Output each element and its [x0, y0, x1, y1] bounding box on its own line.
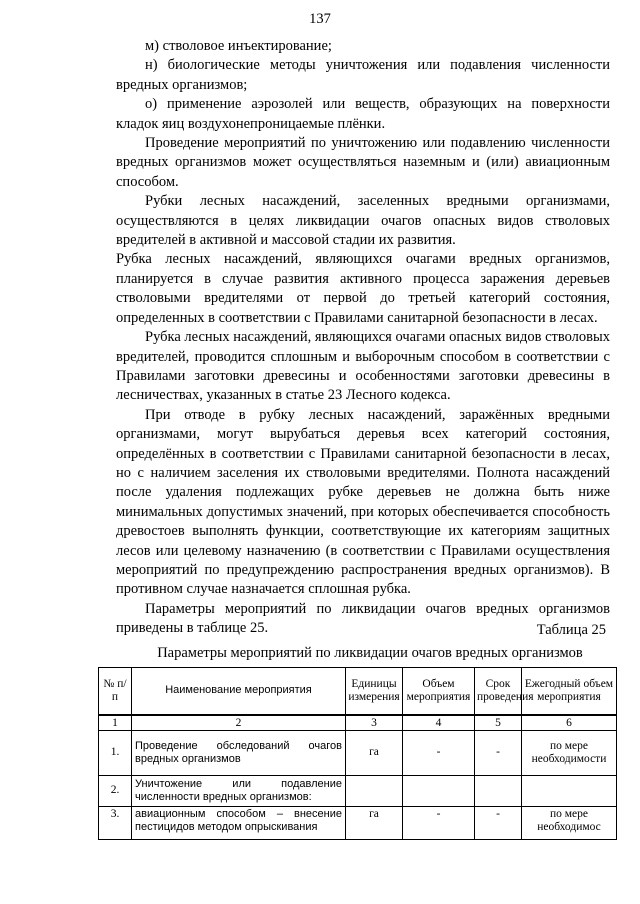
header-cell: Единицы измерения: [346, 668, 403, 716]
table-cell: по мере необходимости: [522, 731, 617, 776]
table-cell: -: [403, 731, 475, 776]
table-cell: га: [346, 731, 403, 776]
table-cell: -: [403, 807, 475, 840]
column-number: 6: [522, 715, 617, 731]
paragraph: Параметры мероприятий по ликвидации очагов вредных организмов приведены в таблице 25.: [116, 600, 610, 637]
table-row: [99, 807, 617, 840]
table-cell: га: [346, 807, 403, 840]
header-cell: Ежегодный объем мероприятия: [522, 668, 617, 716]
table-label: Таблица 25: [536, 622, 606, 638]
paragraph: Рубка лесных насаждений, являющихся очагами вредных организмов, планируется в случае развития активного процесса заражения деревьев стволовыми вредителями от первой до третьей категорий состояния, определенных в соответствии с Правилами санитарной безопасности в лесах.: [116, 251, 610, 326]
table-cell: 2.: [99, 776, 132, 807]
body-text: [116, 37, 610, 639]
table-header-row: [99, 668, 617, 716]
table-cell: [522, 776, 617, 807]
column-number: 1: [99, 715, 132, 731]
header-cell: № п/п: [99, 668, 132, 716]
table-cell: 1.: [99, 731, 132, 776]
paragraph: н) биологические методы уничтожения или подавления численности вредных организмов;: [116, 57, 610, 93]
table-row: [99, 731, 617, 776]
column-number: 3: [346, 715, 403, 731]
paragraph: Проведение мероприятий по уничтожению или подавлению численности вредных организмов может осуществляться наземным и (или) авиационным способом.: [116, 135, 610, 190]
header-cell: Наименование мероприятия: [132, 668, 346, 716]
paragraph: Рубка лесных насаждений, являющихся очагами опасных видов стволовых вредителей, проводится сплошным и выборочным способом в соответствии с Правилами заготовки древесины и особенностями заготовки древесины в лесничествах, указанных в статье 23 Лесного кодекса.: [116, 329, 610, 404]
table-cell: -: [475, 731, 522, 776]
table-caption: Параметры мероприятий по ликвидации очагов вредных организмов: [157, 645, 583, 661]
column-number: 4: [403, 715, 475, 731]
table-cell: 3.: [99, 807, 132, 840]
column-number-row: [99, 715, 617, 731]
column-number: 2: [132, 715, 346, 731]
header-cell: Объем мероприятия: [403, 668, 475, 716]
column-number: 5: [475, 715, 522, 731]
table-cell: [403, 776, 475, 807]
table-cell: авиационным способом – внесение пестицидов методом опрыскивания: [132, 807, 346, 840]
header-cell: Срок проведения: [475, 668, 522, 716]
paragraph: При отводе в рубку лесных насаждений, заражённых вредными организмами, могут вырубаться деревья всех категорий состояния, определённых в соответствии с Правилами санитарной безопасности в лесах, но с наличием заселения их стволовыми вредителями. Полнота насаждений после удаления подлежащих рубке деревьев не должна быть ниже минимальных допустимых значений, при которых обеспечивается способность древостоев выполнять функции, соответствующие их категориям защитных лесов или целевому назначению (в соответствии с Правилами осуществления мероприятий по предупреждению распространения вредных организмов). В противном случае назначается сплошная рубка.: [116, 406, 610, 598]
table-cell: [475, 776, 522, 807]
table-cell: -: [475, 807, 522, 840]
table-cell: Уничтожение или подавление численности вредных организмов:: [132, 776, 346, 807]
table-row: [99, 776, 617, 807]
table-cell: Проведение обследований очагов вредных организмов: [132, 731, 346, 776]
measures-table: [98, 667, 617, 840]
paragraph: о) применение аэрозолей или веществ, образующих на поверхности кладок яиц воздухонепроницаемые плёнки.: [116, 96, 610, 132]
table-cell: по мере необходимос: [522, 807, 617, 840]
paragraph: Рубки лесных насаждений, заселенных вредными организмами, осуществляются в целях ликвидации очагов опасных видов стволовых вредителей в активной и массовой стадии их развития.: [116, 193, 610, 249]
table-cell: [346, 776, 403, 807]
paragraph: м) стволовое инъектирование;: [145, 38, 332, 54]
page-number: 137: [309, 11, 331, 27]
